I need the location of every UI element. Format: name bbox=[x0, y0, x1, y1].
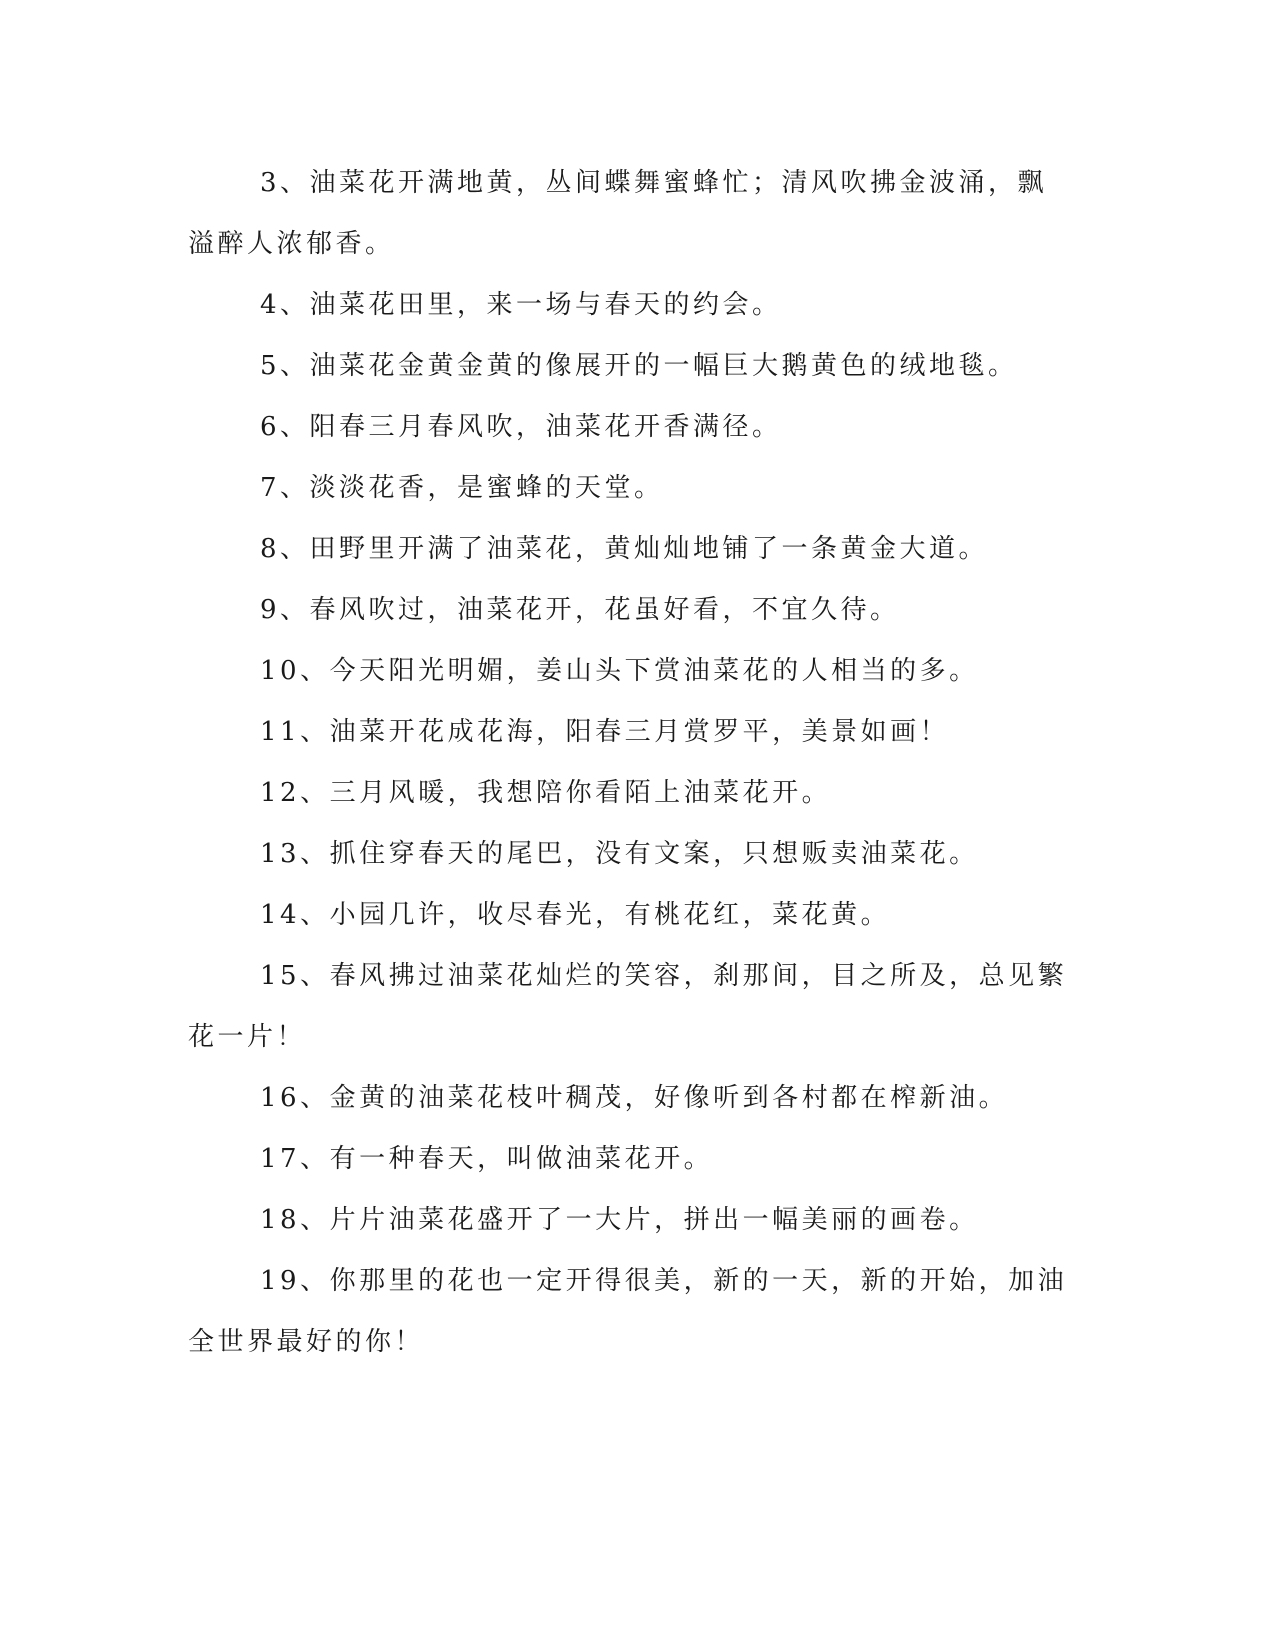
paragraph-7: 7、淡淡花香，是蜜蜂的天堂。 bbox=[260, 473, 664, 503]
paragraph-3: 3、油菜花开满地黄，丛间蝶舞蜜蜂忙；清风吹拂金波涌，飘溢醉人浓郁香。 bbox=[188, 168, 1048, 259]
paragraph-11: 11、油菜开花成花海，阳春三月赏罗平，美景如画！ bbox=[260, 717, 950, 747]
paragraph-6: 6、阳春三月春风吹，油菜花开香满径。 bbox=[260, 412, 782, 442]
document-body bbox=[188, 153, 1068, 1373]
paragraph-16: 16、金黄的油菜花枝叶稠茂，好像听到各村都在榨新油。 bbox=[260, 1083, 1009, 1113]
paragraph-10: 10、今天阳光明媚，姜山头下赏油菜花的人相当的多。 bbox=[260, 656, 979, 686]
paragraph-14: 14、小园几许，收尽春光，有桃花红，菜花黄。 bbox=[260, 900, 891, 930]
paragraph-9: 9、春风吹过，油菜花开，花虽好看，不宜久待。 bbox=[260, 595, 900, 625]
paragraph-19: 19、你那里的花也一定开得很美，新的一天，新的开始，加油全世界最好的你！ bbox=[188, 1266, 1068, 1357]
paragraph-17: 17、有一种春天，叫做油菜花开。 bbox=[260, 1144, 714, 1174]
paragraph-18: 18、片片油菜花盛开了一大片，拼出一幅美丽的画卷。 bbox=[260, 1205, 979, 1235]
paragraph-4: 4、油菜花田里，来一场与春天的约会。 bbox=[260, 290, 782, 320]
paragraph-13: 13、抓住穿春天的尾巴，没有文案，只想贩卖油菜花。 bbox=[260, 839, 979, 869]
paragraph-12: 12、三月风暖，我想陪你看陌上油菜花开。 bbox=[260, 778, 832, 808]
paragraph-8: 8、田野里开满了油菜花，黄灿灿地铺了一条黄金大道。 bbox=[260, 534, 989, 564]
paragraph-5: 5、油菜花金黄金黄的像展开的一幅巨大鹅黄色的绒地毯。 bbox=[260, 351, 1018, 381]
paragraph-15: 15、春风拂过油菜花灿烂的笑容，刹那间，目之所及，总见繁花一片！ bbox=[188, 961, 1068, 1052]
